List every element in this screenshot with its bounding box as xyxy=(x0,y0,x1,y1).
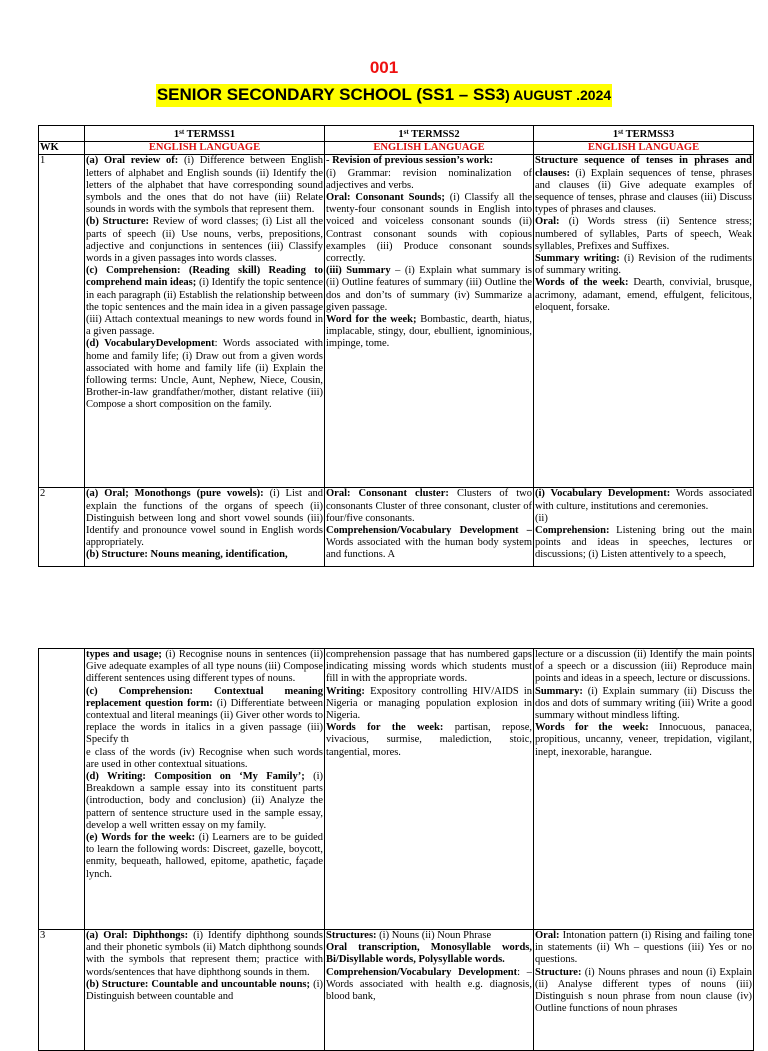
cell-paragraph xyxy=(86,488,323,549)
cell-paragraph xyxy=(535,722,752,759)
cell-paragraph-heading: (c) Comprehension: Contextual meaning replacement question form: xyxy=(86,685,323,709)
cell-paragraph-text: (i) Words stress (ii) Sentence stress; numbered of syllables, Parts of speech, Weak syllables, Prefixes and Suffixes. xyxy=(535,216,752,252)
week-number: 3 xyxy=(39,930,85,1051)
document-title-main: SENIOR SECONDARY SCHOOL (SS1 – SS3 xyxy=(156,85,506,104)
cell-paragraph-heading: (a) Oral: Diphthongs: xyxy=(86,930,189,941)
cell-paragraph-text: (i) Revision of the rudiments of summary writing. xyxy=(535,253,752,277)
cell-paragraph-text: (ii) xyxy=(535,512,548,524)
cell-paragraph-text: (i) Breakdown a sample essay into its constituent parts (introduction, body and conclusion) (ii) Analyze the pattern of sentence structure used in the sample essay, develop a well written essay on my family. xyxy=(86,771,323,831)
cell-paragraph-text: Review of word classes; (i) List all the parts of speech (ii) Use nouns, verbs, prepositions, adjective and conjunctions in sentences (iii) Classify words in a given passages into words classes. xyxy=(86,216,324,265)
cell-paragraph-text: Expository controlling HIV/AIDS in Nigeria or managing population explosion in Nigeria. xyxy=(326,685,532,722)
week-number: 1 xyxy=(39,155,85,488)
cell-paragraph xyxy=(535,155,752,216)
cell-paragraph xyxy=(326,192,532,265)
cell-paragraph xyxy=(86,832,323,881)
cell-paragraph-heading: (d) VocabularyDevelopment xyxy=(86,338,215,350)
cell-paragraph-heading: Words of the week: xyxy=(535,277,629,289)
cell-paragraph xyxy=(86,155,323,216)
cell-paragraph-text: (i) Explain summary (ii) Discuss the dos and dots of summary writing (iii) Write a good summary without mindless lifting. xyxy=(535,685,752,722)
cell-paragraph-text: – (i) Explain what summary is (ii) Outline features of summary (iii) Outline the dos and don’ts of summary (iv) Summarize a given passage. xyxy=(326,265,532,313)
cell-paragraph-heading: (iii) Summary xyxy=(326,265,391,277)
cell-paragraph xyxy=(535,253,752,277)
cell-paragraph xyxy=(326,942,532,966)
cell-paragraph-text: (i) Differentiate between contextual and literal meanings (ii) Giver other words to replace the words in italics in a given passage (iii) Specify th xyxy=(86,697,323,746)
cell-paragraph-text: (i) Identify diphthong sounds and their phonetic symbols (ii) Match diphthong sounds with the symbols that represent them; practice with words/sentences that have diphthong sounds in them. xyxy=(86,930,323,978)
cell-paragraph xyxy=(326,525,532,562)
cell-paragraph xyxy=(86,686,323,747)
syllabus-table-page-1 xyxy=(38,125,754,567)
cell-paragraph-text: (i) Identify the topic sentence in each paragraph (ii) Establish the relationship between the topic sentences and the main idea in a given passage (iii) Attach contextual meanings to new words found in a given passage. xyxy=(86,277,323,338)
ss2-content xyxy=(325,488,534,567)
cell-paragraph-heading: (e) Words for the week: xyxy=(86,832,196,844)
cell-paragraph-text: Intonation pattern (i) Rising and failing tone in statements (ii) Wh – questions (iii) Yes or no questions. xyxy=(535,930,752,966)
cell-paragraph-heading: Word for the week; xyxy=(326,314,417,326)
cell-paragraph xyxy=(86,549,323,561)
header-empty-cell xyxy=(39,126,85,142)
cell-paragraph xyxy=(86,338,323,411)
cell-paragraph xyxy=(326,722,532,759)
cell-paragraph-heading: Words for the week: xyxy=(326,722,444,734)
header-term-ss2: 1st TERMSS2 xyxy=(325,126,534,142)
cell-paragraph xyxy=(535,686,752,723)
cell-paragraph-text: Clusters of two consonants Cluster of three consonant, cluster of four/five consonants. xyxy=(326,488,532,524)
cell-paragraph xyxy=(535,277,752,314)
cell-paragraph xyxy=(535,216,752,253)
cell-paragraph-heading: Words for the week: xyxy=(535,722,649,734)
cell-paragraph-heading: Comprehension/Vocabulary Development – xyxy=(326,525,532,537)
cell-paragraph-heading: Comprehension: xyxy=(535,525,610,537)
cell-paragraph-text: : – Words associated with health e.g. diagnosis, blood bank, xyxy=(326,966,533,1003)
cell-paragraph-heading: Structure: xyxy=(535,966,582,978)
cell-paragraph-heading: types and usage; xyxy=(86,649,162,660)
cell-paragraph-text: lecture or a discussion (ii) Identify the main points of a speech or a discussion (iii) Reproduce main points and ideas in a speech, lecture or discussions. xyxy=(535,649,752,685)
cell-paragraph xyxy=(326,967,532,1004)
cell-paragraph xyxy=(326,155,532,167)
cell-paragraph xyxy=(86,649,323,686)
cell-paragraph-heading: (b) Structure: xyxy=(86,216,150,228)
cell-paragraph-text: Words associated with the human body system and functions. A xyxy=(326,537,532,561)
cell-paragraph-heading: Oral: Consonant Sounds; xyxy=(326,192,445,204)
cell-paragraph-text: e class of the words (iv) Recognise when such words are used in other contextual situations. xyxy=(86,746,323,770)
ss1-content xyxy=(85,930,325,1051)
cell-paragraph-heading: Writing: xyxy=(326,685,365,697)
table-row-week-2-continued xyxy=(39,649,754,930)
document-title-highlight xyxy=(156,84,612,107)
cell-paragraph xyxy=(535,525,752,562)
cell-paragraph-text: Words associated with culture, institutions and ceremonies. xyxy=(535,488,752,512)
cell-paragraph xyxy=(535,930,752,967)
cell-paragraph-heading: (b) Structure: Countable and uncountable nouns; xyxy=(86,978,311,990)
document-title xyxy=(0,84,768,107)
cell-paragraph xyxy=(86,771,323,832)
cell-paragraph-heading: Structures: xyxy=(326,930,377,941)
cell-paragraph-text: (i) List and explain the functions of the organs of speech (ii) Distinguish between long and short vowel sounds (iii) Identify and pronounce vowel sound in English words appropriately. xyxy=(86,488,324,549)
week-number: 2 xyxy=(39,488,85,567)
cell-paragraph-heading: Oral: Consonant cluster: xyxy=(326,488,449,500)
cell-paragraph-heading: (a) Oral; Monothongs (pure vowels): xyxy=(86,488,264,500)
cell-paragraph xyxy=(535,488,752,512)
cell-paragraph-text: (i) Difference between English letters of alphabet and English sounds (ii) Identify the letters of the alphabet that have corresponding sound symbols and the ones that do not have (iii) Relate sounds in words with the symbols that represent them. xyxy=(86,155,323,216)
cell-paragraph-heading: (b) Structure: Nouns meaning, identification, xyxy=(86,549,288,561)
cell-paragraph-heading: Oral transcription, Monosyllable words, Bi/Disyllable words, Polysyllable words. xyxy=(326,942,532,966)
document-number: 001 xyxy=(369,58,399,77)
cell-paragraph xyxy=(86,930,323,979)
cell-paragraph xyxy=(326,686,532,723)
ss1-content xyxy=(85,488,325,567)
cell-paragraph xyxy=(326,930,532,942)
header-term-ss1: 1st TERMSS1 xyxy=(85,126,325,142)
cell-paragraph-heading: - Revision of previous session’s work: xyxy=(326,155,494,167)
cell-paragraph-text: (i) Grammar: revision nominalization of adjectives and verbs. xyxy=(326,167,532,191)
header-wk: WK xyxy=(39,142,85,155)
document-title-suffix: ) AUGUST .2024 xyxy=(505,87,612,103)
ss3-content xyxy=(534,488,754,567)
ss2-content xyxy=(325,155,534,488)
cell-paragraph xyxy=(535,967,752,1016)
subject-label-ss3: ENGLISH LANGUAGE xyxy=(534,142,754,155)
cell-paragraph-text: (i) Nouns (ii) Noun Phrase xyxy=(376,930,492,941)
cell-paragraph xyxy=(326,488,532,525)
cell-paragraph-text: (i) Learners are to be guided to learn the following words: Discreet, gazelle, boycott, enmity, bequeath, hallowed, epitome, apathetic, façade lynch. xyxy=(86,832,323,880)
ss1-content xyxy=(85,155,325,488)
week-number xyxy=(39,649,85,930)
table-row-week-1 xyxy=(39,155,754,488)
cell-paragraph xyxy=(86,216,323,265)
cell-paragraph-heading: (a) Oral review of: xyxy=(86,155,179,167)
table-header-row xyxy=(39,126,754,142)
cell-paragraph-heading: Oral: xyxy=(535,930,560,941)
cell-paragraph-heading: Summary writing: xyxy=(535,253,620,265)
cell-paragraph xyxy=(326,649,532,686)
cell-paragraph-heading: Summary: xyxy=(535,685,583,697)
cell-paragraph xyxy=(535,513,752,525)
syllabus-table-page-2 xyxy=(38,648,754,1051)
cell-paragraph xyxy=(86,747,323,771)
cell-paragraph-text: comprehension passage that has numbered gaps indicating missing words which students must fill in with the appropriate words. xyxy=(326,649,532,685)
cell-paragraph-text: (i) Distinguish between countable and xyxy=(86,978,323,1003)
ss3-content xyxy=(534,155,754,488)
ss3-content xyxy=(534,930,754,1051)
cell-paragraph xyxy=(535,649,752,686)
cell-paragraph-text: partisan, repose, vivacious, surmise, malediction, stoic, tangential, mores. xyxy=(326,722,532,758)
subject-label-ss1: ENGLISH LANGUAGE xyxy=(85,142,325,155)
ss1-content xyxy=(85,649,325,930)
cell-paragraph xyxy=(86,265,323,338)
cell-paragraph xyxy=(326,265,532,314)
cell-paragraph-text: Dearth, convivial, brusque, acrimony, adamant, emend, effulgent, felicitous, eloquent, forsake. xyxy=(535,277,752,313)
cell-paragraph-text: Bombastic, dearth, hiatus, implacable, stingy, dour, ebullient, ignominious, impinge, tome. xyxy=(326,314,533,350)
cell-paragraph-text: (i) Nouns phrases and noun (i) Explain (ii) Analyse different types of nouns (iii) Distinguish s noun phrase from noun clause (iv) Outline functions of noun phrases xyxy=(535,966,752,1015)
header-term-ss3: 1st TERMSS3 xyxy=(534,126,754,142)
cell-paragraph-heading: Oral: xyxy=(535,216,560,228)
table-row-week-3 xyxy=(39,930,754,1051)
cell-paragraph-heading: (i) Vocabulary Development: xyxy=(535,488,671,500)
cell-paragraph-text: Innocuous, panacea, propitious, uncanny, veneer, trepidation, vigilant, inept, inexorable, harangue. xyxy=(535,722,753,758)
ss2-content xyxy=(325,649,534,930)
table-subject-row xyxy=(39,142,754,155)
cell-paragraph-heading: Comprehension/Vocabulary Development xyxy=(326,966,518,978)
cell-paragraph-heading: Structure sequence of tenses in phrases and clauses: xyxy=(535,155,752,179)
cell-paragraph xyxy=(86,979,323,1003)
cell-paragraph-text: (i) Classify all the twenty-four consonant sounds in English into voiced and voiceless consonant sounds (ii) Contrast consonant sounds with copious examples (iii) Produce consonant sounds correctly. xyxy=(326,192,532,265)
cell-paragraph-text: (i) Recognise nouns in sentences (ii) Give adequate examples of all type nouns (iii) Compose different sentences using different types of nouns. xyxy=(86,649,323,685)
table-row-week-2 xyxy=(39,488,754,567)
cell-paragraph xyxy=(326,168,532,192)
cell-paragraph xyxy=(326,314,532,351)
subject-label-ss2: ENGLISH LANGUAGE xyxy=(325,142,534,155)
cell-paragraph-heading: (c) Comprehension: (Reading skill) Reading to comprehend main ideas; xyxy=(86,265,323,289)
cell-paragraph-text: : Words associated with home and family life; (i) Draw out from a given words associated with home and family life (ii) Explain the following terms: Uncle, Aunt, Nephew, Niece, Cousin, Brother-in-law grandfather/mother, distant relative (iii) Compose a short composition on the family. xyxy=(86,338,323,411)
cell-paragraph-heading: (d) Writing: Composition on ‘My Family’; xyxy=(86,771,305,783)
cell-paragraph-text: Listening bring out the main points and ideas in speeches, lectures or discussions; (i) Listen attentively to a speech, xyxy=(535,525,752,561)
ss2-content xyxy=(325,930,534,1051)
cell-paragraph-text: (i) Explain sequences of tense, phrases and clauses (ii) Give adequate examples of sequence of tenses, phrase and clauses (iii) Discuss types of phrases and clauses. xyxy=(535,167,752,216)
ss3-content xyxy=(534,649,754,930)
